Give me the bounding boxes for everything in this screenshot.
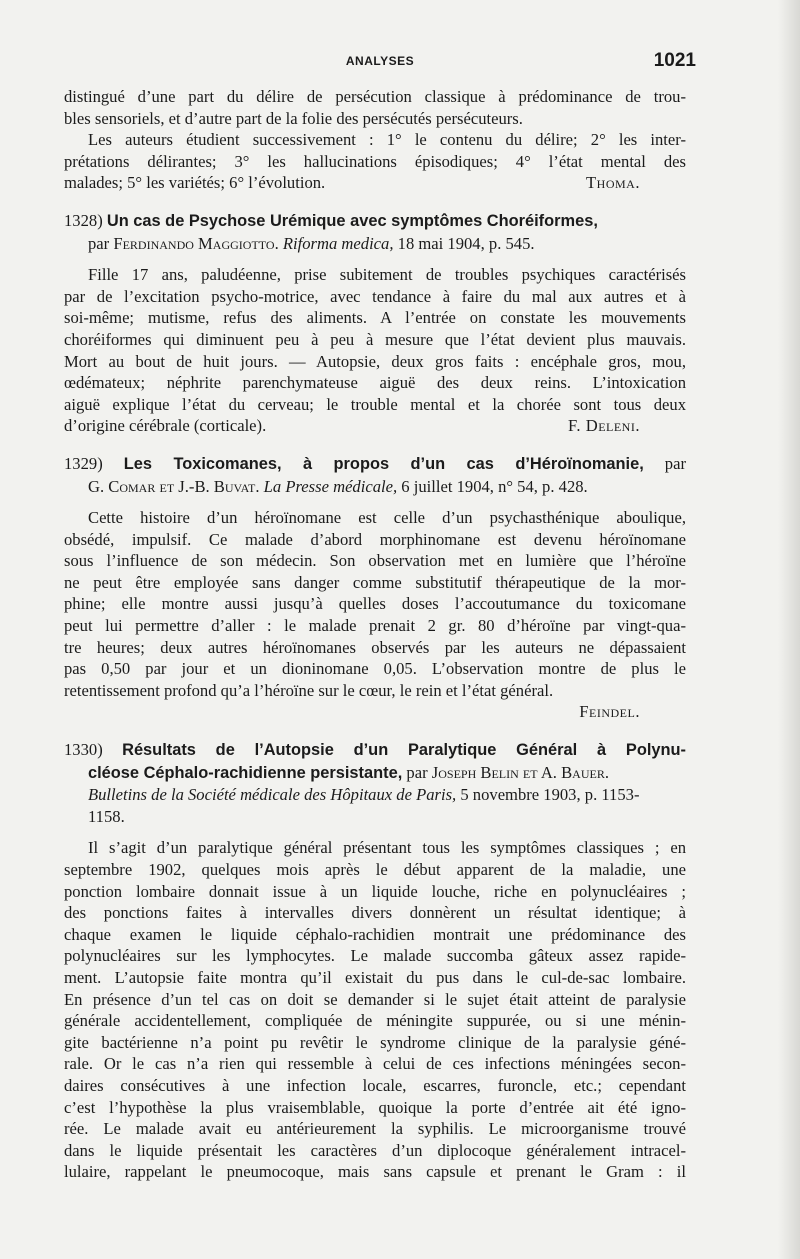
running-head [64, 52, 696, 74]
citation: 5 novembre 1903, p. 1153- [456, 785, 640, 805]
running-title: ANALYSES [345, 54, 415, 68]
text-line: par de l’excitation psycho-motrice, avec tendance à faire du mal aux autres et à [64, 286, 686, 306]
entry-title-continued: cléose Céphalo-rachidienne persistante, [88, 763, 403, 782]
byline-prefix: par [402, 762, 432, 782]
text-line: aiguë explique l’état du cerveau; le trouble mental et la chorée sont tous deux [64, 394, 686, 414]
text-line: chaque examen le liquide céphalo-rachidien montrait une prédominance des [64, 924, 686, 944]
citation: 18 mai 1904, p. 545. [393, 233, 535, 253]
body-text [64, 86, 686, 1183]
text-line-with-signature [64, 415, 686, 437]
journal-name: La Presse médicale, [263, 476, 398, 496]
signature: F. Deleni. [568, 416, 640, 436]
text-line: phine; elle montre aussi jusqu’à quelles doses l’accoutumance du toxicomane [64, 594, 686, 614]
text-line: polynucléaires sur les lymphocytes. Le malade succomba gâteux assez rapide- [64, 946, 686, 966]
text-line: rée. Le malade avait eu antérieurement la syphilis. Le microorganisme trouvé [64, 1119, 686, 1139]
abstract [64, 264, 686, 437]
signature: Feindel. [579, 702, 640, 722]
citation: 6 juillet 1904, n° 54, p. 428. [397, 476, 588, 496]
text-line: œdémateux; néphrite parenchymateuse aiguë des deux reins. L’intoxication [64, 373, 686, 393]
text-line: soi-même; mutisme, refus des aliments. A l’entrée on constate les mouvements [64, 308, 686, 328]
text-line: ment. L’autopsie faite montra qu’il existait du pus dans le cul-de-sac lombaire. [64, 967, 686, 987]
abstract [64, 837, 686, 1183]
text-line: ne peut être employée sans danger comme substitutif thérapeutique de la mor- [64, 572, 686, 592]
entry-authors: G. Comar et J.-B. Buvat. [88, 476, 260, 496]
entry-number: 1328) [64, 210, 103, 230]
text-line: bles sensoriels, et d’autre part de la folie des persécutés persécuteurs. [64, 108, 523, 128]
text-line: lulaire, rappelant le pneumocoque, mais sans capsule et prenant le Gram : il [64, 1162, 686, 1182]
text-line: dans le liquide présentait les caractères d’un diplocoque généralement intracel- [64, 1140, 686, 1160]
journal-name: Bulletins de la Société médicale des Hôpitaux de Paris, [88, 785, 457, 805]
entry-title: Les Toxicomanes, à propos d’un cas d’Héroïnomanie, [123, 454, 644, 473]
entry-heading [64, 739, 686, 827]
text-line: générale accidentellement, compliquée de méningite suppurée, ou si une ménin- [64, 1011, 686, 1031]
text-line: prétations délirantes; 3° les hallucinations épisodiques; 4° l’état mental des [64, 151, 686, 171]
signature: Thoma. [586, 173, 640, 193]
entry-1329 [64, 453, 686, 723]
byline-prefix: par [88, 233, 114, 253]
text-line: ponction lombaire donnait issue à un liquide louche, riche en polynucléaires ; [64, 881, 686, 901]
text-line: choréiformes qui diminuent peu à peu à mesure que l’état devient plus mauvais. [64, 329, 686, 349]
text-line: pas 0,50 par jour et un dioninomane 0,05. L’observation montre de plus le [64, 659, 686, 679]
text-line: septembre 1902, quelques mois après le début apparent de la maladie, une [64, 860, 686, 879]
text-line-with-signature [64, 172, 686, 194]
journal-name: Riforma medica, [282, 233, 394, 253]
page-number: 1021 [653, 50, 696, 71]
text-line: Mort au bout de huit jours. — Autopsie, deux gros faits : encéphale gros, mou, [64, 351, 686, 371]
entry-authors: Joseph Belin et A. Bauer. [431, 762, 609, 782]
entry-title: Un cas de Psychose Urémique avec symptômes Choréiformes, [106, 211, 598, 230]
text-line: Fille 17 ans, paludéenne, prise subitement de troubles psychiques caractérisés [88, 265, 686, 285]
text-line: rale. Or le cas n’a rien qui ressemble à celui de ces infections méningées secon- [64, 1054, 686, 1074]
text-line: distingué d’une part du délire de persécution classique à prédominance de trou- [64, 87, 686, 106]
text-line: En présence d’un tel cas on doit se demander si le sujet était atteint de paralysie [64, 989, 686, 1009]
text-line: retentissement profond qu’a l’héroïne sur le cœur, le rein et l’état général. [64, 680, 554, 700]
entry-title: Résultats de l’Autopsie d’un Paralytique Général à Polynu- [122, 741, 686, 760]
text-line: obsédé, impulsif. Ce malade d’abord morphinomane est devenu héroïnomane [64, 529, 686, 549]
text-line: Cette histoire d’un héroïnomane est celle d’un psychasthénique aboulique, [88, 508, 686, 528]
entry-number: 1330) [64, 740, 103, 760]
entry-heading [64, 453, 686, 497]
abstract [64, 507, 686, 723]
entry-1328 [64, 210, 686, 437]
text-line: malades; 5° les variétés; 6° l’évolution. [64, 173, 326, 193]
text-line: tre heures; deux autres héroïnomanes observés par les auteurs ne dépassaient [64, 637, 686, 657]
citation-continued: 1158. [88, 806, 125, 826]
intro-paragraph [64, 86, 686, 194]
text-line: Les auteurs étudient successivement : 1° le contenu du délire; 2° les inter- [88, 130, 686, 150]
text-line: c’est l’hypothèse la plus vraisemblable, quoique la porte d’entrée ait été igno- [64, 1097, 686, 1117]
text-line: peut lui permettre d’aller : le malade prenait 2 gr. 80 d’héroïne par vingt-qua- [64, 616, 686, 636]
entry-authors: Ferdinando Maggiotto. [113, 233, 279, 253]
entry-1330 [64, 739, 686, 1183]
text-line: daires consécutives à une infection locale, escarres, furoncle, etc.; cependant [64, 1075, 686, 1095]
text-line: sous l’influence de son médecin. Son observation met en lumière que l’héroïne [64, 551, 686, 571]
text-line: Il s’agit d’un paralytique général présentant tous les symptômes classiques ; en [88, 838, 686, 858]
text-line: d’origine cérébrale (corticale). [64, 416, 267, 436]
entry-number: 1329) [64, 453, 103, 473]
entry-heading [64, 210, 686, 254]
text-line: des ponctions faites à intervalles divers donnèrent un résultat identique; à [64, 903, 686, 923]
text-line: gite bactérienne n’a point pu revêtir le syndrome clinique de la paralysie géné- [64, 1032, 686, 1052]
byline-prefix: par [643, 453, 686, 473]
